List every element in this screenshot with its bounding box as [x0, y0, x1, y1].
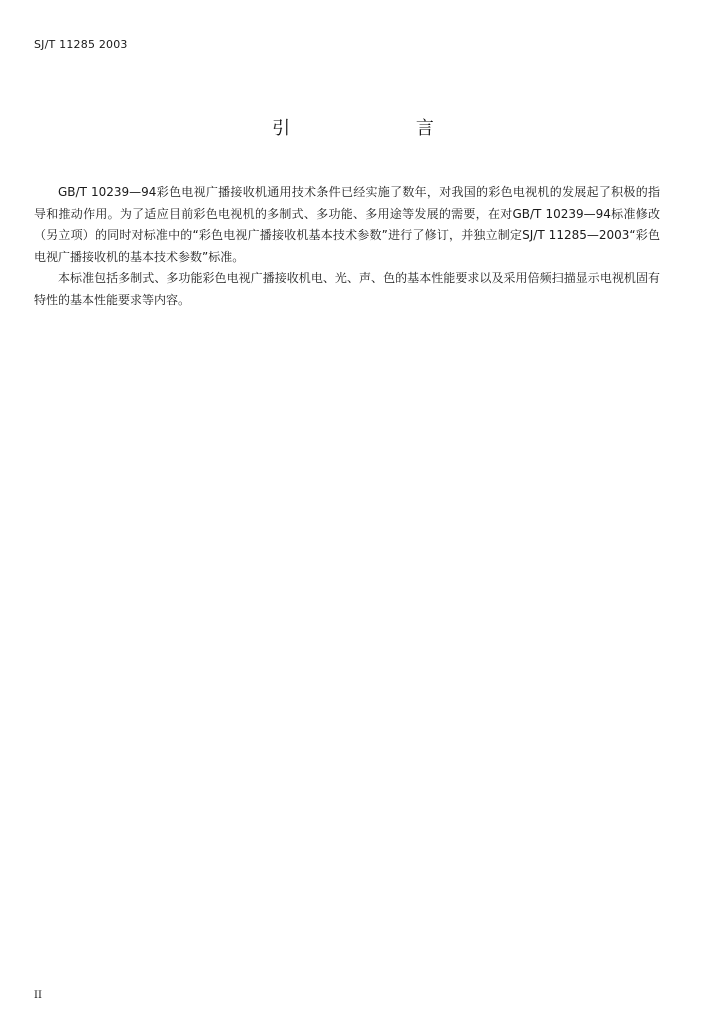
- paragraph-2: 本标准包括多制式、多功能彩色电视广播接收机电、光、声、色的基本性能要求以及采用倍频扫描显示电视机固有特性的基本性能要求等内容。: [34, 271, 660, 307]
- standard-code-header: SJ/T 11285 2003: [34, 38, 128, 51]
- section-title: 引 言: [272, 118, 494, 139]
- introduction-body: [34, 182, 660, 311]
- paragraph-1: GB/T 10239—94彩色电视广播接收机通用技术条件已经实施了数年，对我国的彩色电视机的发展起了积极的指导和推动作用。为了适应目前彩色电视机的多制式、多功能、多用途等发展的需要，在对GB/T 10239—94标准修改（另立项）的同时对标准中的“彩色电视广播接收机基本技术参数”进行了修订，并独立制定SJ/T 11285—2003“彩色电视广播接收机的基本技术参数”标准。: [34, 185, 660, 264]
- page-number: II: [34, 990, 42, 1001]
